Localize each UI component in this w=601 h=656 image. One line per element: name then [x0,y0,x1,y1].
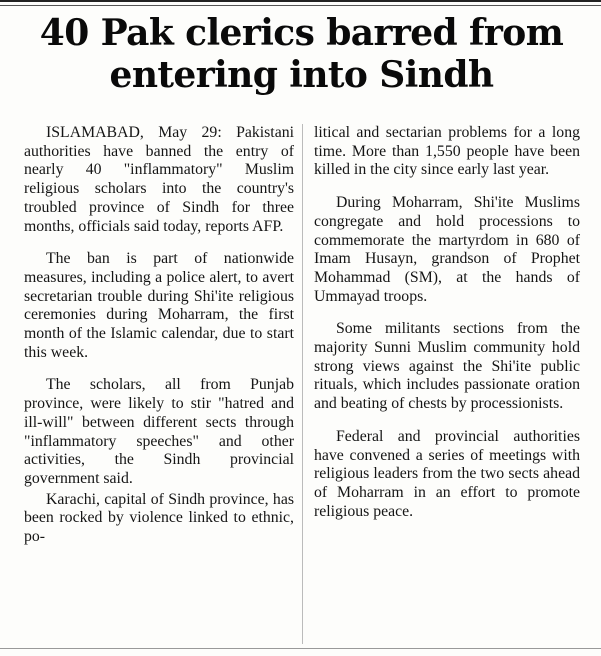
paragraph-8: Federal and provincial authorities have convened a series of meetings with religious leaders from the two sects ahead of Moharram in an effort to promote religious peace. [314,427,580,520]
top-rule [0,0,601,6]
paragraph-3: The scholars, all from Punjab province, were likely to stir "hatred and ill-will" between different sects through "inflammatory speeches" and other activities, the Sindh provincial government said. [24,376,294,487]
right-column [314,124,580,521]
paragraph-1: ISLAMABAD, May 29: Pakistani authorities have banned the entry of nearly 40 "inflammatory" Muslim religious scholars into the country's troubled province of Sindh for three months, officials said today, reports AFP. [24,124,294,235]
left-column [24,124,294,547]
paragraph-6: During Moharram, Shi'ite Muslims congregate and hold processions to commemorate the martyrdom in 680 of Imam Husayn, grandson of Prophet Mohammad (SM), at the hands of Ummayad troops. [314,194,580,305]
paragraph-7: Some militants sections from the majority Sunni Muslim community hold strong views against the Shi'ite public rituals, which includes passionate oration and beating of chests by processionists. [314,320,580,413]
bottom-edge [0,648,601,656]
paragraph-2: The ban is part of nationwide measures, including a police alert, to avert secretarian trouble during Shi'ite religious ceremonies during Moharram, the first month of the Islamic calendar, due to start this week. [24,250,294,361]
paragraph-5: litical and sectarian problems for a long time. More than 1,550 people have been killed in the city since early last year. [314,124,580,179]
paragraph-4: Karachi, capital of Sindh province, has been rocked by violence linked to ethnic, po- [24,490,294,546]
headline: 40 Pak clerics barred from entering into Sindh [39,12,564,96]
column-divider [302,124,303,644]
